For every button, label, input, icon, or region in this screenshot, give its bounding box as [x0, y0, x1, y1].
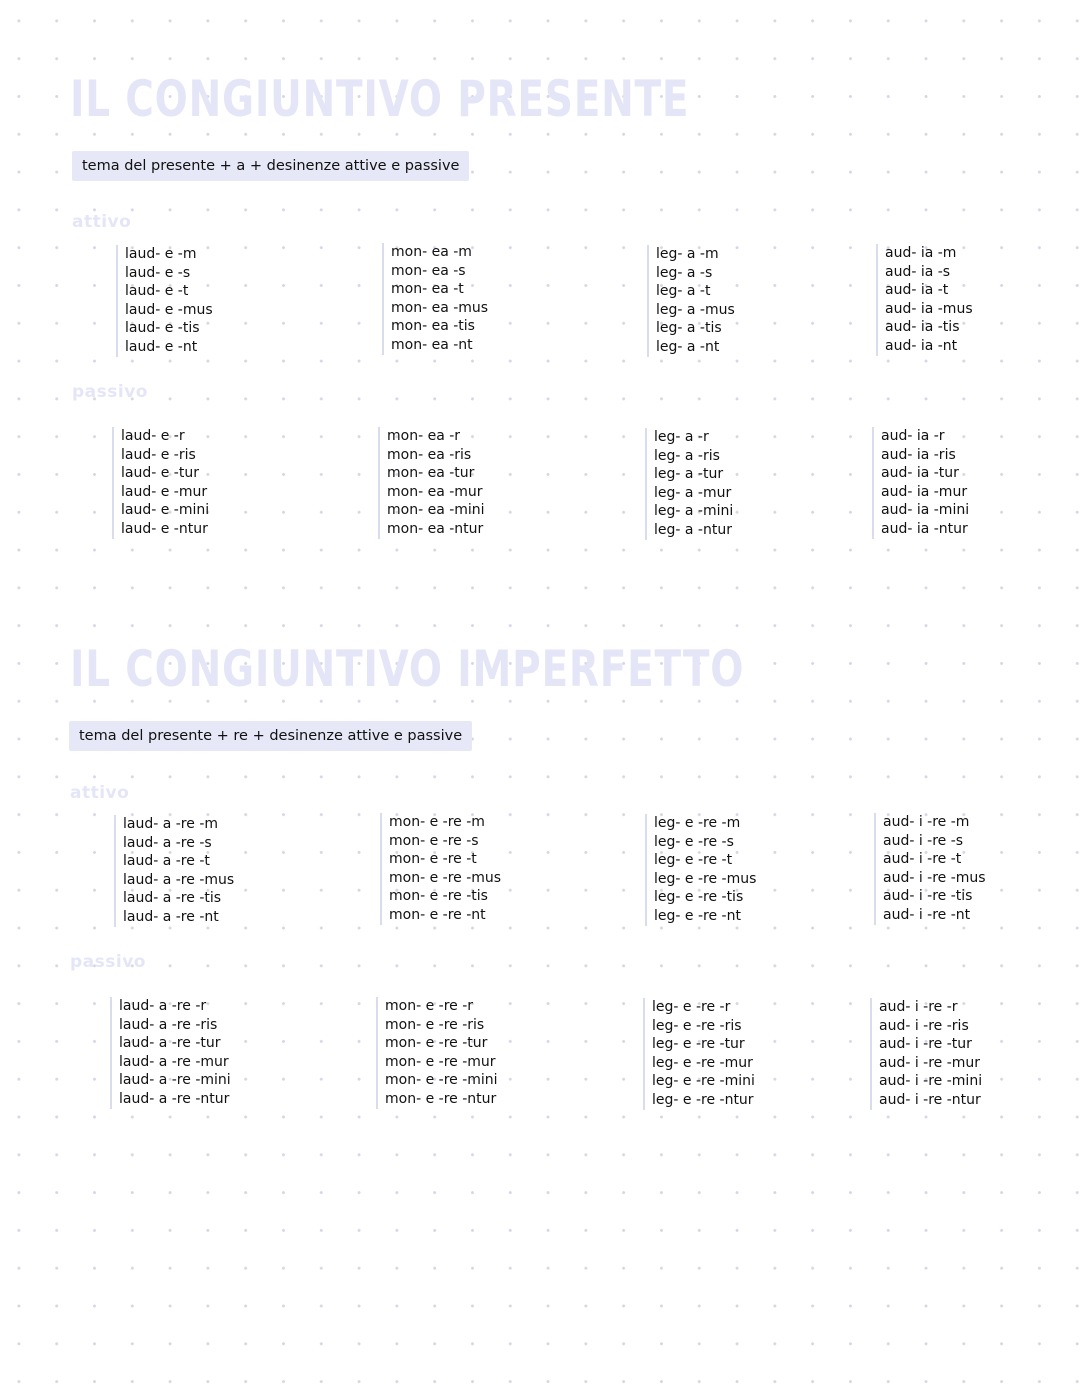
verb-form: leg- a -s — [656, 264, 713, 281]
verb-form: laud- a -re -ntur — [119, 1090, 230, 1107]
passive-column-2 — [376, 997, 585, 1109]
verb-form: mon- ea -mini — [387, 502, 485, 519]
passive-label: passivo — [72, 382, 148, 402]
verb-form: leg- a -t — [656, 283, 711, 300]
verb-form: leg- e -re -mus — [654, 870, 757, 887]
verb-form: laud- e -ris — [121, 446, 196, 463]
verb-form: mon- e -re -tur — [385, 1035, 488, 1052]
verb-form: leg- e -re -mini — [652, 1073, 755, 1090]
verb-form: mon- e -re -ntur — [385, 1090, 497, 1107]
verb-form: leg- e -re -m — [654, 815, 741, 831]
verb-form: laud- e -r — [121, 428, 185, 444]
verb-form: aud- ia -m — [885, 245, 957, 261]
verb-form: leg- e -re -r — [652, 999, 731, 1015]
verb-form: laud- e -mini — [121, 502, 210, 519]
verb-form: aud- ia -tis — [885, 319, 960, 336]
verb-form: aud- ia -r — [881, 428, 945, 444]
verb-form: aud- i -re -r — [879, 999, 958, 1015]
verb-form: aud- i -re -ris — [879, 1017, 969, 1034]
verb-form: mon- ea -ris — [387, 446, 472, 463]
verb-form: mon- ea -r — [387, 428, 461, 444]
verb-form: aud- ia -nt — [885, 337, 958, 354]
verb-form: laud- e -s — [125, 264, 191, 281]
active-column-3 — [645, 814, 854, 926]
verb-form: leg- e -re -t — [654, 852, 733, 869]
verb-form: laud- e -mur — [121, 483, 208, 500]
verb-form: aud- ia -mus — [885, 300, 973, 317]
passive-column-4 — [870, 998, 1079, 1110]
section-title: IL CONGIUNTIVO IMPERFETTO — [70, 640, 745, 698]
verb-form: laud- e -tur — [121, 465, 199, 482]
verb-form: mon- ea -m — [391, 244, 472, 260]
verb-form: leg- e -re -ntur — [652, 1091, 754, 1108]
verb-form: leg- a -ntur — [654, 521, 732, 538]
verb-form: mon- ea -t — [391, 281, 464, 298]
verb-form: leg- a -mur — [654, 484, 732, 501]
verb-form: aud- i -re -t — [883, 851, 962, 868]
passive-column-3 — [645, 428, 854, 540]
verb-form: laud- e -m — [125, 246, 197, 262]
verb-form: laud- a -re -s — [123, 834, 212, 851]
verb-form: mon- e -re -m — [389, 814, 485, 830]
verb-form: aud- ia -ntur — [881, 520, 968, 537]
active-label: attivo — [72, 212, 132, 232]
verb-form: laud- e -mus — [125, 301, 213, 318]
passive-column-2 — [378, 427, 587, 539]
verb-form: laud- a -re -r — [119, 998, 207, 1014]
verb-form: mon- ea -mur — [387, 483, 483, 500]
verb-form: laud- a -re -mus — [123, 871, 235, 888]
verb-form: mon- e -re -nt — [389, 906, 486, 923]
verb-form: leg- a -mini — [654, 503, 734, 520]
verb-form: mon- e -re -t — [389, 851, 477, 868]
active-column-4 — [876, 244, 1080, 356]
verb-form: aud- i -re -mus — [883, 869, 986, 886]
active-column-2 — [382, 243, 591, 355]
verb-form: aud- ia -tur — [881, 465, 959, 482]
verb-form: aud- ia -mini — [881, 502, 970, 519]
verb-form: mon- ea -mus — [391, 299, 489, 316]
verb-form: leg- e -re -tis — [654, 889, 744, 906]
verb-form: laud- a -re -m — [123, 816, 219, 832]
verb-form: mon- ea -nt — [391, 336, 473, 353]
verb-form: mon- e -re -r — [385, 998, 474, 1014]
verb-form: aud- i -re -ntur — [879, 1091, 981, 1108]
verb-form: leg- a -ris — [654, 447, 720, 464]
verb-form: laud- a -re -mur — [119, 1053, 229, 1070]
active-column-1 — [114, 815, 323, 927]
verb-form: aud- ia -mur — [881, 483, 968, 500]
verb-form: laud- a -re -mini — [119, 1072, 231, 1089]
verb-form: leg- e -re -mur — [652, 1054, 753, 1071]
verb-form: aud- i -re -nt — [883, 906, 971, 923]
verb-form: mon- e -re -mini — [385, 1072, 498, 1089]
verb-form: leg- e -re -s — [654, 833, 734, 850]
verb-form: mon- ea -tur — [387, 465, 475, 482]
active-column-4 — [874, 813, 1080, 925]
verb-form: laud- a -re -tur — [119, 1035, 221, 1052]
verb-form: laud- e -tis — [125, 320, 200, 337]
active-label: attivo — [70, 783, 130, 803]
passive-column-4 — [872, 427, 1080, 539]
verb-form: aud- i -re -m — [883, 814, 970, 830]
passive-label: passivo — [70, 952, 146, 972]
verb-form: leg- a -tur — [654, 466, 724, 483]
verb-form: mon- ea -tis — [391, 318, 475, 335]
verb-form: leg- e -re -tur — [652, 1036, 745, 1053]
verb-form: aud- ia -s — [885, 263, 951, 280]
passive-column-1 — [110, 997, 319, 1109]
passive-column-1 — [112, 427, 321, 539]
verb-form: laud- e -nt — [125, 338, 198, 355]
verb-form: laud- e -t — [125, 283, 189, 300]
verb-form: mon- e -re -tis — [389, 888, 488, 905]
section-title: IL CONGIUNTIVO PRESENTE — [70, 70, 690, 128]
active-column-3 — [647, 245, 856, 357]
verb-form: mon- ea -ntur — [387, 520, 484, 537]
verb-form: laud- a -re -tis — [123, 890, 222, 907]
active-column-2 — [380, 813, 589, 925]
verb-form: aud- i -re -mur — [879, 1054, 981, 1071]
formula-box: tema del presente + a + desinenze attive e passive — [72, 151, 469, 181]
verb-form: mon- e -re -mus — [389, 869, 502, 886]
verb-form: mon- e -re -ris — [385, 1016, 485, 1033]
verb-form: aud- ia -t — [885, 282, 949, 299]
verb-form: leg- a -mus — [656, 301, 735, 318]
verb-form: leg- a -tis — [656, 320, 722, 337]
verb-form: aud- i -re -s — [883, 832, 964, 849]
verb-form: laud- a -re -t — [123, 853, 210, 870]
verb-form: leg- e -re -nt — [654, 907, 741, 924]
verb-form: mon- ea -s — [391, 262, 466, 279]
verb-form: laud- a -re -ris — [119, 1016, 218, 1033]
verb-form: aud- i -re -tur — [879, 1036, 972, 1053]
passive-column-3 — [643, 998, 852, 1110]
verb-form: mon- e -re -s — [389, 832, 479, 849]
formula-box: tema del presente + re + desinenze attive e passive — [69, 721, 472, 751]
verb-form: aud- ia -ris — [881, 446, 956, 463]
verb-form: leg- a -m — [656, 246, 719, 262]
active-column-1 — [116, 245, 325, 357]
verb-form: leg- a -nt — [656, 338, 720, 355]
verb-form: laud- e -ntur — [121, 520, 208, 537]
verb-form: mon- e -re -mur — [385, 1053, 496, 1070]
verb-form: leg- a -r — [654, 429, 709, 445]
verb-form: aud- i -re -tis — [883, 888, 973, 905]
verb-form: aud- i -re -mini — [879, 1073, 983, 1090]
verb-form: laud- a -re -nt — [123, 908, 219, 925]
verb-form: leg- e -re -ris — [652, 1017, 742, 1034]
